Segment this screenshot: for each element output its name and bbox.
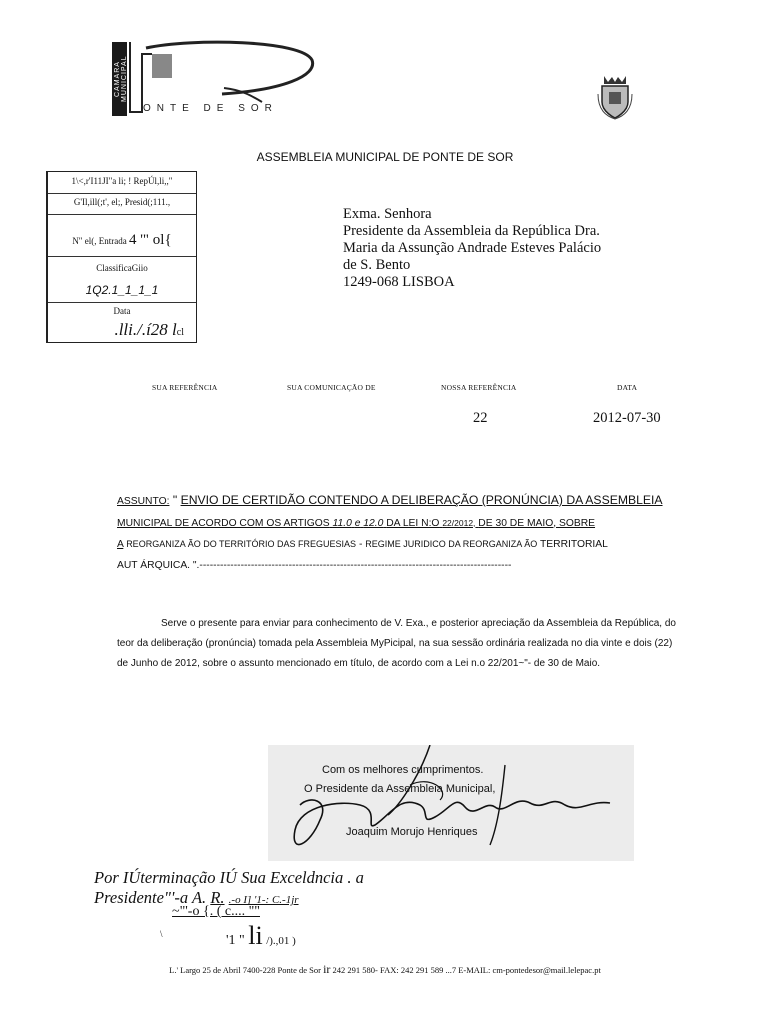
stamp-data-value: .lli./.í28 l <box>114 320 177 339</box>
body-line-2: teor da deliberação (pronúncia) tomada pela Assembleia MyPicipal, na sua sessão ordinária realizada no dia vinte e dois (22) <box>117 638 673 649</box>
handwritten-line-4c: li <box>248 921 263 950</box>
body-line-3: de Junho de 2012, sobre o assunto mencionado em título, de acordo com a Lei n.o 22/201~"- de 30 de Maio. <box>117 658 601 669</box>
address-line-5: 1249-068 LISBOA <box>343 274 455 290</box>
stamp-classificacao-label: ClassificaGiio <box>96 263 148 273</box>
stamp-line-1: 1\<,r'I11JI"a li; ! RepÚl,li,," <box>71 176 173 186</box>
handwritten-line-2c: .-o I] '1-: C.-1jr <box>228 894 299 906</box>
footer-contacts: 242 291 580- FAX: 242 291 589 ...7 E-MAIL: cm-pontedesor@mail.lelepac.pt <box>332 965 601 975</box>
handwritten-line-2a: Presidente"'-a A. <box>94 888 207 907</box>
ref-sua-comunicacao-label: SUA COMUNICAÇÃO DE <box>287 383 376 392</box>
subject-line-2f: 22/2012, <box>442 517 476 528</box>
subject-line-2d: 12.0 <box>363 517 384 529</box>
logo-vertical-text: CAMARA MUNICIPAL <box>114 55 128 103</box>
signature-closing: Com os melhores cumprimentos. <box>322 764 484 776</box>
subject-block <box>117 490 707 576</box>
logo-subtitle: ONTE DE SOR <box>143 103 278 114</box>
address-line-2: Presidente da Assembleia da República Dra. <box>343 223 600 239</box>
stamp-data-label: Data <box>113 306 131 316</box>
subject-line-2 <box>117 513 707 535</box>
address-line-1: Exma. Senhora <box>343 206 432 222</box>
subject-line-2a: MUNICIPAL DE ACORDO COM OS ARTIGOS <box>117 517 330 529</box>
handwritten-signature <box>280 745 634 861</box>
subject-line-2e: DA LEI N:O <box>386 517 440 529</box>
handwritten-line-2b: R. <box>210 888 225 907</box>
page-title: ASSEMBLEIA MUNICIPAL DE PONTE DE SOR <box>256 150 514 164</box>
recipient-address <box>343 206 601 291</box>
stamp-entrada-value: 4 '" ol{ <box>128 232 172 248</box>
handwritten-line-4b: '1 " <box>226 933 245 948</box>
registry-stamp <box>46 171 197 343</box>
footer-contact <box>0 962 770 977</box>
stamp-classificacao-value: 1Q2.1_1_1_1 <box>85 283 159 297</box>
body-line-1-text: Serve o presente para enviar para conhecimento de V. Exa., e posterior apreciação da Assembleia da República, do <box>161 618 676 629</box>
stamp-line-2: G'Il,ill(;t', el;, Presid(;111., <box>73 197 171 207</box>
ref-sua-referencia-label: SUA REFERÊNCIA <box>152 383 218 392</box>
subject-line-1 <box>117 490 707 513</box>
subject-prefix: ASSUNTO: <box>117 496 170 507</box>
coat-of-arms-icon <box>596 74 634 120</box>
stamp-data-suffix: cl <box>176 327 184 338</box>
handwritten-line-4 <box>160 921 296 951</box>
body-paragraph <box>117 614 707 674</box>
subject-line-3 <box>117 534 707 556</box>
signature-name: Joaquim Morujo Henriques <box>346 826 478 838</box>
signature-role: O Presidente da Assembleia Municipal, <box>304 783 496 795</box>
subject-line-3b: REORGANIZA ÃO DO TERRITÓRIO DAS FREGUESIAS <box>126 539 357 549</box>
ref-nossa-referencia-value: 22 <box>473 410 488 426</box>
subject-line-3c: - <box>358 539 363 550</box>
subject-line-3e: TERRITORIAL <box>539 539 608 550</box>
footer-address: L.' Largo 25 de Abril 7400-228 Ponte de Sor <box>169 965 321 975</box>
stamp-entrada <box>48 232 196 249</box>
footer-mark: ir <box>323 962 331 976</box>
handwritten-line-4a: \ <box>160 929 163 939</box>
handwritten-line-3: ~"'-o {. ( c.... "" <box>172 904 260 919</box>
subject-line-1-text: ENVIO DE CERTIDÃO CONTENDO A DELIBERAÇÃO (PRONÚNCIA) DA ASSEMBLEIA <box>180 493 663 507</box>
subject-line-3a: A <box>117 539 124 550</box>
address-line-4: de S. Bento <box>343 257 411 273</box>
ref-nossa-referencia-label: NOSSA REFERÊNCIA <box>441 383 517 392</box>
body-line-1 <box>117 614 707 634</box>
subject-quote: " <box>169 493 181 507</box>
ref-data-label: DATA <box>617 383 638 392</box>
subject-line-3d: REGIME JURIDICO DA REORGANIZA ÃO <box>365 539 538 549</box>
subject-line-2g: DE 30 DE MAIO, SOBRE <box>478 517 596 529</box>
subject-line-2c: e <box>354 517 361 529</box>
address-line-3: Maria da Assunção Andrade Esteves Palácio <box>343 240 602 256</box>
stamp-data <box>48 320 184 340</box>
subject-line-2b: 11.0 <box>332 517 352 529</box>
subject-line-4: AUT ÁRQUICA. ".------------------------------------------------------------------------------------------- <box>117 559 512 571</box>
ref-data-value: 2012-07-30 <box>593 410 661 426</box>
stamp-entrada-label: N" el(, Entrada <box>72 236 127 246</box>
handwritten-line-4d: /).,01 ) <box>266 935 296 947</box>
handwritten-line-1: Por IÚterminação IÚ Sua Exceldncia . a <box>94 868 364 887</box>
